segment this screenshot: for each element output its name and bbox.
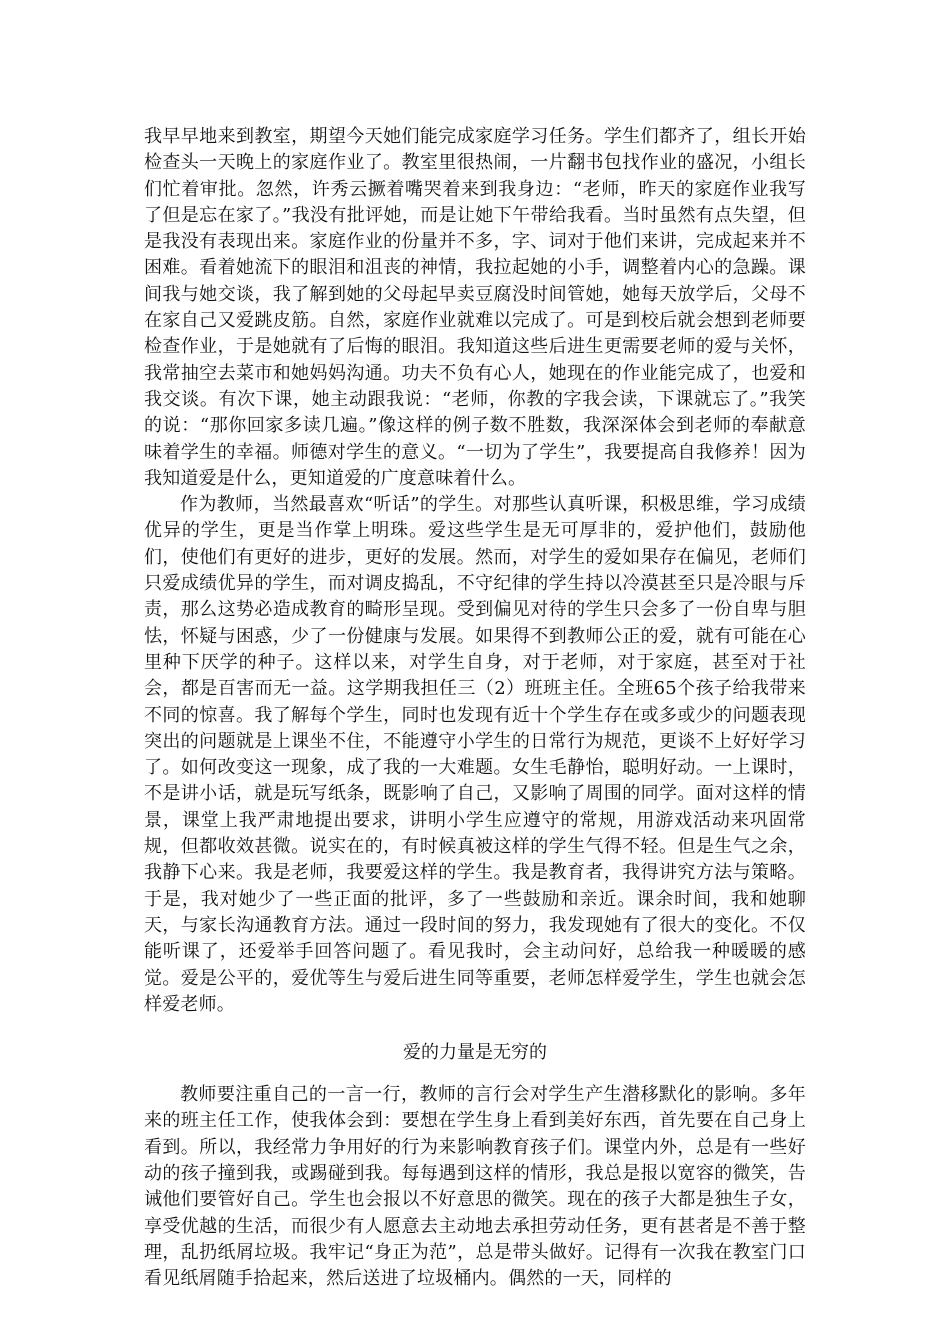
paragraph-homework-story: 我早早地来到教室，期望今天她们能完成家庭学习任务。学生们都齐了，组长开始检查头一天晚上的家庭作业了。教室里很热闹，一片翻书包找作业的盛况，小组长们忙着审批。忽然，许秀云撅着嘴哭着来到我身边：“老师，昨天的家庭作业我写了但是忘在家了。”我没有批评她，而是让她下午带给我看。当时虽然有点失望，但是我没有表现出来。家庭作业的份量并不多，字、词对于他们来讲，完成起来并不困难。看着她流下的眼泪和沮丧的神情，我拉起她的小手，调整着内心的急躁。课间我与她交谈，我了解到她的父母起早卖豆腐没时间管她，她每天放学后，父母不在家自己又爱跳皮筋。自然，家庭作业就难以完成了。可是到校后就会想到老师要检查作业，于是她就有了后悔的眼泪。我知道这些后进生更需要老师的爱与关怀，我常抽空去菜市和她妈妈沟通。功夫不负有心人，她现在的作业能完成了，也爱和我交谈。有次下课，她主动跟我说：“老师，你教的字我会读，下课就忘了。”我笑的说：“那你回家多读几遍。”像这样的例子数不胜数，我深深体会到老师的奉献意味着学生的幸福。师德对学生的意义。“一切为了学生”，我要提高自我修养！因为我知道爱是什么，更知道爱的广度意味着什么。: [144, 126, 806, 489]
paragraph-fair-love: 作为教师，当然最喜欢“听话”的学生。对那些认真听课，积极思维，学习成绩优异的学生，更是当作掌上明珠。爱这些学生是无可厚非的，爱护他们，鼓励他们，使他们有更好的进步，更好的发展。然而，对学生的爱如果存在偏见，老师们只爱成绩优异的学生，而对调皮捣乱，不守纪律的学生持以冷漠甚至只是冷眼与斥责，那么这势必造成教育的畸形呈现。受到偏见对待的学生只会多了一份自卑与胆怯，怀疑与困惑，少了一份健康与发展。如果得不到教师公正的爱，就有可能在心里种下厌学的种子。这样以来，对学生自身，对于老师，对于家庭，甚至对于社会，都是百害而无一益。这学期我担任三（2）班班主任。全班65个孩子给我带来不同的惊喜。我了解每个学生，同时也发现有近十个学生存在或多或少的问题表现突出的问题就是上课坐不住，不能遵守小学生的日常行为规范，更谈不上好好学习了。如何改变这一现象，成了我的一大难题。女生毛静怡，聪明好动。一上课时，不是讲小话，就是玩写纸条，既影响了自己，又影响了周围的同学。面对这样的情景，课堂上我严肃地提出要求，讲明小学生应遵守的常规，用游戏活动来巩固常规，但都收效甚微。说实在的，有时候真被这样的学生气得不轻。但是生气之余，我静下心来。我是老师，我要爱这样的学生。我是教育者，我得讲究方法与策略。于是，我对她少了一些正面的批评，多了一些鼓励和亲近。课余时间，我和她聊天，与家长沟通教育方法。通过一段时间的努力，我发现她有了很大的变化。不仅能听课了，还爱举手回答问题了。看见我时，会主动问好，总给我一种暖暖的感觉。爱是公平的，爱优等生与爱后进生同等重要，老师怎样爱学生，学生也就会怎样爱老师。: [144, 494, 806, 1015]
section-heading: 爱的力量是无穷的: [403, 1042, 547, 1064]
document-page: [144, 124, 806, 1292]
paragraph-teacher-example: 教师要注重自己的一言一行，教师的言行会对学生产生潜移默化的影响。多年来的班主任工作，使我体会到：要想在学生身上看到美好东西，首先要在自己身上看到。所以，我经常力争用好的行为来影响教育孩子们。课堂内外，总是有一些好动的孩子撞到我，或踢碰到我。每每遇到这样的情形，我总是报以宽容的微笑，告诫他们要管好自己。学生也会报以不好意思的微笑。现在的孩子大都是独生子女，享受优越的生活，而很少有人愿意去主动地去承担劳动任务，更有甚者是不善于整理，乱扔纸屑垃圾。我牢记“身正为范”，总是带头做好。记得有一次我在教室门口看见纸屑随手拾起来，然后送进了垃圾桶内。偶然的一天，同样的: [144, 1084, 806, 1290]
